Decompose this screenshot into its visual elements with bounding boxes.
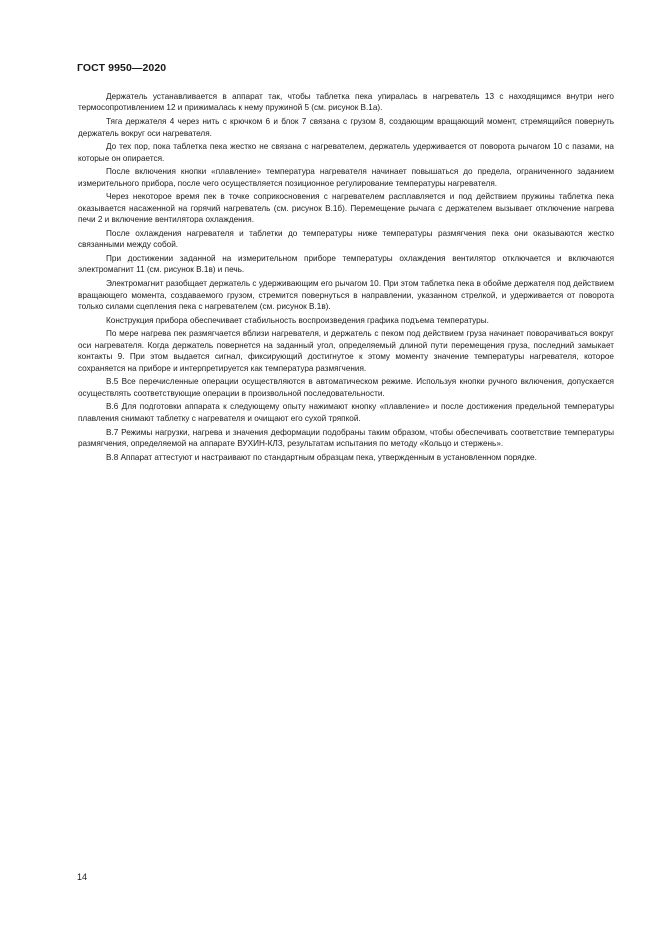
- paragraph: До тех пор, пока таблетка пека жестко не связана с нагревателем, держатель удерживается от поворота рычагом 10 с пазами, на которые он опирается.: [78, 142, 614, 163]
- paragraph: После включения кнопки «плавление» температура нагревателя начинает повышаться до предела, ограниченного заданием измерительного прибора, после чего осуществляется позиционное регулирование температуры нагревателя.: [78, 167, 614, 188]
- document-body: [78, 91, 614, 465]
- document-header: ГОСТ 9950—2020: [77, 62, 167, 74]
- paragraph: Держатель устанавливается в аппарат так, чтобы таблетка пека упиралась в нагреватель 13 с находящимся внутри него термосопротивлением 12 и прижималась к нему пружиной 5 (см. рисунок В.1а).: [78, 92, 614, 113]
- paragraph: При достижении заданной на измерительном приборе температуры охлаждения вентилятор отключается и включаются электромагнит 11 (см. рисунок В.1в) и печь.: [78, 254, 614, 275]
- paragraph: В.6 Для подготовки аппарата к следующему опыту нажимают кнопку «плавление» и после достижения предельной температуры плавления снимают таблетку с нагревателя и очищают его сухой тряпкой.: [78, 402, 614, 423]
- paragraph: В.8 Аппарат аттестуют и настраивают по стандартным образцам пека, утвержденным в установленном порядке.: [106, 452, 537, 462]
- paragraph: В.7 Режимы нагрузки, нагрева и значения деформации подобраны таким образом, чтобы обеспечивать соответствие температуры размягчения, определяемой на аппарате ВУХИН-КЛЗ, результатам испытания по методу «Кольцо и стержень».: [78, 427, 614, 448]
- paragraph: Тяга держателя 4 через нить с крючком 6 и блок 7 связана с грузом 8, создающим вращающий момент, стремящийся повернуть держатель вокруг оси нагревателя.: [78, 117, 614, 138]
- paragraph: По мере нагрева пек размягчается вблизи нагревателя, и держатель с пеком под действием груза начинает поворачиваться вокруг оси нагревателя. Когда держатель повернется на заданный угол, определяемый длиной пути перемещения груза, последний замыкает контакты 9. При этом выдается сигнал, фиксирующий достигнутое к этому моменту значение температуры нагревателя, которое сохраняется на приборе и интерпретируется как температура размягчения.: [78, 329, 614, 373]
- paragraph: В.5 Все перечисленные операции осуществляются в автоматическом режиме. Используя кнопки ручного включения, допускается осуществлять соответствующие операции в произвольной последовательности.: [78, 377, 614, 398]
- paragraph: После охлаждения нагревателя и таблетки до температуры ниже температуры размягчения пека они оказываются жестко связанными между собой.: [78, 228, 614, 250]
- page-number: 14: [77, 872, 88, 882]
- paragraph: Через некоторое время пек в точке соприкосновения с нагревателем расплавляется и под действием пружины таблетка пека оказывается насаженной на горячий нагреватель (см. рисунок В.1б). Перемещение рычага с держателем вызывает отключение нагрева печи 2 и включение вентилятора охлаждения.: [78, 192, 614, 225]
- paragraph: Конструкция прибора обеспечивает стабильность воспроизведения графика подъема температуры.: [106, 315, 489, 325]
- paragraph: Электромагнит разобщает держатель с удерживающим его рычагом 10. При этом таблетка пека в обойме держателя под действием вращающего момента, создаваемого грузом, стремится повернуться в направлении, указанном стрелкой, и удерживается от поворота только силами сцепления пека с нагревателем (см. рисунок В.1в).: [78, 279, 614, 311]
